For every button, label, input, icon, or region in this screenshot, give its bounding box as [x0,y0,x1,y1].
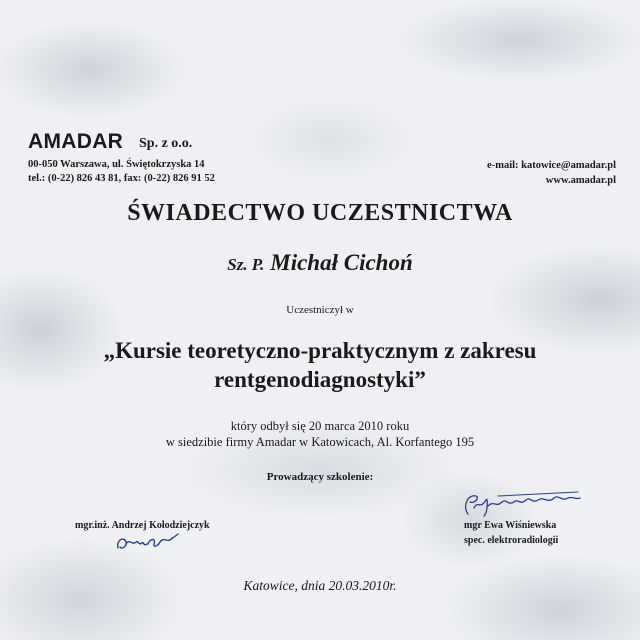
course-date: który odbył się 20 marca 2010 roku [230,419,410,433]
course-location: w siedzibie firmy Amadar w Katowicach, Al. Korfantego 195 [165,435,475,449]
participated-label: Uczestniczył w [286,304,354,316]
certificate-title: ŚWIADECTWO UCZESTNICTWA [127,200,513,226]
lecturer-2 [464,518,558,548]
course-title [0,336,640,394]
lecturers-label: Prowadzący szkolenie: [266,471,374,483]
signature-1 [112,530,184,556]
course-details [0,418,640,450]
name-prefix: Sz. P. [227,255,265,274]
lecturer-1-name: mgr.inż. Andrzej Kołodziejczyk [75,520,210,531]
signature-2 [458,486,588,522]
place-and-date: Katowice, dnia 20.03.2010r. [243,578,397,593]
company-email: e-mail: katowice@amadar.pl [487,160,616,171]
lecturer-2-name: mgr Ewa Wiśniewska [464,520,557,531]
company-address: 00-050 Warszawa, ul. Świętokrzyska 14 [28,159,205,170]
course-title-line-2: rentgenodiagnostyki” [214,367,426,392]
company-suffix: Sp. z o.o. [139,136,193,151]
company-name: AMADAR [28,130,124,153]
company-website: www.amadar.pl [545,175,616,186]
lecturer-2-title: spec. elektroradiologii [464,535,559,546]
company-phone: tel.: (0-22) 826 43 81, fax: (0-22) 826 91 52 [28,173,215,184]
participant-line [0,250,640,276]
course-title-line-1: „Kursie teoretyczno-praktycznym z zakresu [103,338,537,363]
participant-name: Michał Cichoń [270,250,413,275]
